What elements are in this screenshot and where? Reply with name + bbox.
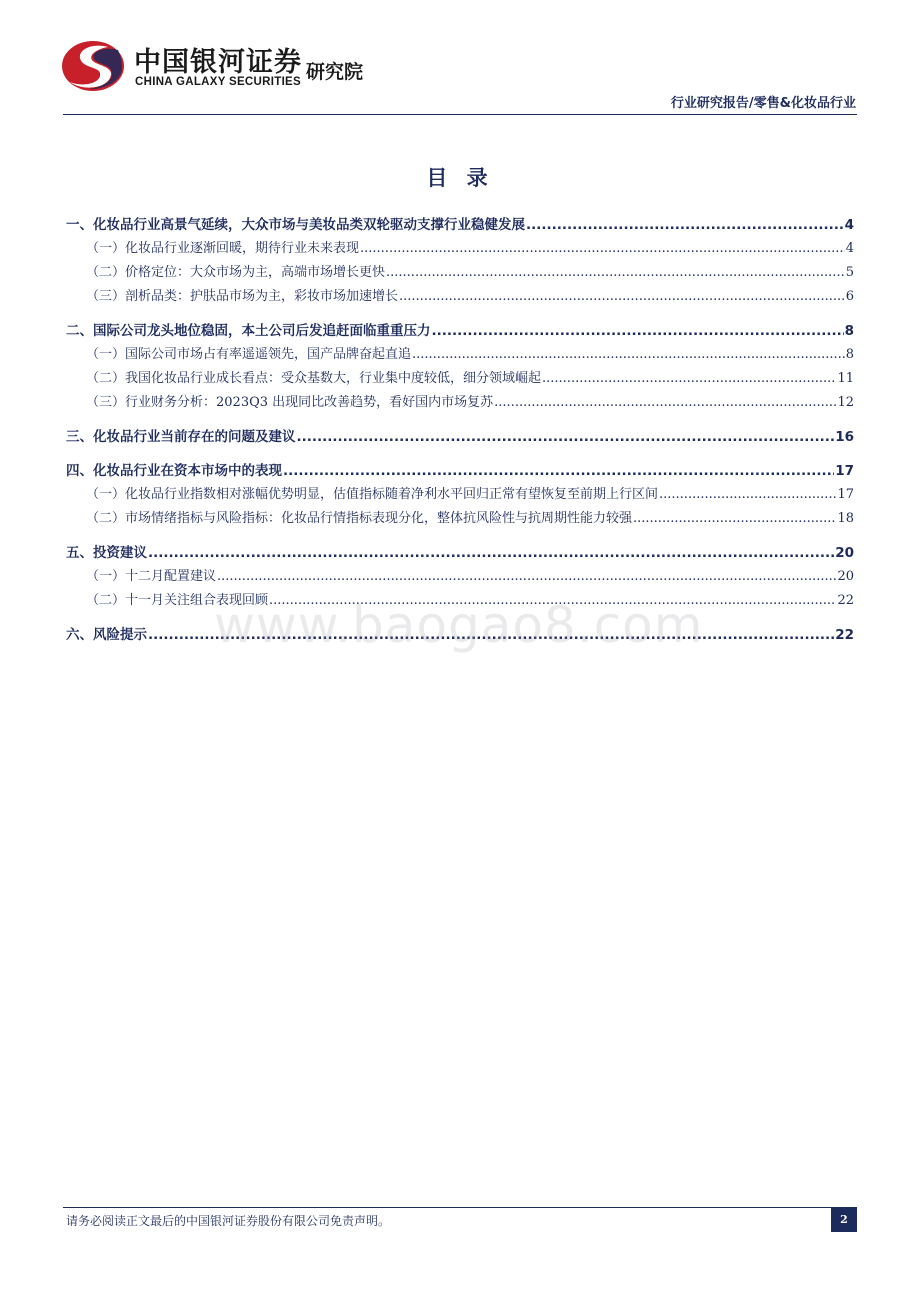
toc-entry-page: 17 <box>835 463 854 479</box>
toc-subsection-entry[interactable] <box>66 391 854 413</box>
toc-dot-leader <box>526 217 844 233</box>
toc-entry-page: 8 <box>845 347 854 362</box>
report-type-label: 行业研究报告/零售&化妆品行业 <box>670 96 856 111</box>
watermark: www.baogao8.com <box>214 596 704 654</box>
toc-dot-leader <box>494 395 836 410</box>
toc-subsection-entry[interactable] <box>66 565 854 587</box>
toc-dot-leader <box>386 265 845 280</box>
toc-entry-label: （一）化妆品行业逐渐回暖，期待行业未来表现 <box>86 241 360 256</box>
footer-disclaimer: 请务必阅读正文最后的中国银河证券股份有限公司免责声明。 <box>66 1214 391 1228</box>
toc-entry-page: 6 <box>845 289 854 304</box>
toc-dot-leader <box>148 545 834 561</box>
toc-dot-leader <box>217 569 836 584</box>
toc-entry-label: 五、投资建议 <box>66 545 147 561</box>
toc-subsection-entry[interactable] <box>66 589 854 611</box>
toc-entry-label: （一）十二月配置建议 <box>86 569 217 584</box>
page-header <box>0 0 920 120</box>
toc-entry-page: 18 <box>837 511 854 526</box>
toc-subsection-entry[interactable] <box>66 483 854 505</box>
toc-dot-leader <box>148 627 834 643</box>
toc-entry-page: 22 <box>837 593 854 608</box>
header-divider <box>63 114 857 115</box>
toc-entry-label: （一）化妆品行业指数相对涨幅优势明显，估值指标随着净利水平回归正常有望恢复至前期上行区间 <box>86 487 659 502</box>
toc-subsection-entry[interactable] <box>66 343 854 365</box>
toc-dot-leader <box>633 511 836 526</box>
toc-section-entry[interactable] <box>66 213 854 235</box>
toc-section-entry[interactable] <box>66 541 854 563</box>
toc-entry-label: （一）国际公司市场占有率遥遥领先，国产品牌奋起直追 <box>86 347 412 362</box>
toc-dot-leader <box>542 371 836 386</box>
toc-entry-label: （二）市场情绪指标与风险指标：化妆品行情指标表现分化，整体抗风险性与抗周期性能力较强 <box>86 511 633 526</box>
toc-title: 目 录 <box>426 166 494 190</box>
toc-dot-leader <box>360 241 845 256</box>
toc-entry-page: 20 <box>837 569 854 584</box>
toc-entry-label: （二）我国化妆品行业成长看点：受众基数大，行业集中度较低，细分领域崛起 <box>86 371 542 386</box>
toc-entry-label: （二）价格定位：大众市场为主，高端市场增长更快 <box>86 265 386 280</box>
table-of-contents <box>66 213 854 645</box>
institute-label: 研究院 <box>306 61 364 83</box>
toc-entry-page: 4 <box>845 241 854 256</box>
page-number: 2 <box>831 1208 857 1232</box>
footer-divider <box>63 1207 857 1208</box>
toc-entry-label: 一、化妆品行业高景气延续，大众市场与美妆品类双轮驱动支撑行业稳健发展 <box>66 217 525 233</box>
toc-entry-label: （三）剖析品类：护肤品市场为主，彩妆市场加速增长 <box>86 289 399 304</box>
toc-entry-label: 二、国际公司龙头地位稳固，本土公司后发追赶面临重重压力 <box>66 323 431 339</box>
toc-section-entry[interactable] <box>66 459 854 481</box>
toc-entry-page: 8 <box>844 323 854 339</box>
toc-entry-page: 20 <box>835 545 854 561</box>
toc-dot-leader <box>432 323 844 339</box>
galaxy-logo-icon <box>60 38 126 94</box>
toc-entry-page: 16 <box>835 429 854 445</box>
toc-section-entry[interactable] <box>66 319 854 341</box>
toc-subsection-entry[interactable] <box>66 237 854 259</box>
company-name-en: CHINA GALAXY SECURITIES <box>135 76 302 88</box>
toc-dot-leader <box>283 463 834 479</box>
toc-entry-label: 四、化妆品行业在资本市场中的表现 <box>66 463 282 479</box>
toc-entry-label: （二）十一月关注组合表现回顾 <box>86 593 269 608</box>
company-name-cn: 中国银河证券 <box>134 47 302 78</box>
toc-subsection-entry[interactable] <box>66 367 854 389</box>
toc-subsection-entry[interactable] <box>66 507 854 529</box>
toc-entry-page: 4 <box>844 217 854 233</box>
toc-entry-page: 22 <box>835 627 854 643</box>
toc-entry-label: （三）行业财务分析：2023Q3 出现同比改善趋势，看好国内市场复苏 <box>86 395 494 410</box>
toc-entry-page: 17 <box>837 487 854 502</box>
toc-entry-page: 5 <box>845 265 854 280</box>
toc-dot-leader <box>399 289 845 304</box>
toc-dot-leader <box>659 487 836 502</box>
toc-dot-leader <box>269 593 836 608</box>
toc-entry-page: 12 <box>837 395 854 410</box>
toc-entry-label: 三、化妆品行业当前存在的问题及建议 <box>66 429 296 445</box>
toc-entry-page: 11 <box>837 371 854 386</box>
toc-section-entry[interactable] <box>66 425 854 447</box>
toc-dot-leader <box>412 347 845 362</box>
toc-subsection-entry[interactable] <box>66 261 854 283</box>
toc-subsection-entry[interactable] <box>66 285 854 307</box>
toc-section-entry[interactable] <box>66 623 854 645</box>
toc-entry-label: 六、风险提示 <box>66 627 147 643</box>
toc-dot-leader <box>297 429 835 445</box>
